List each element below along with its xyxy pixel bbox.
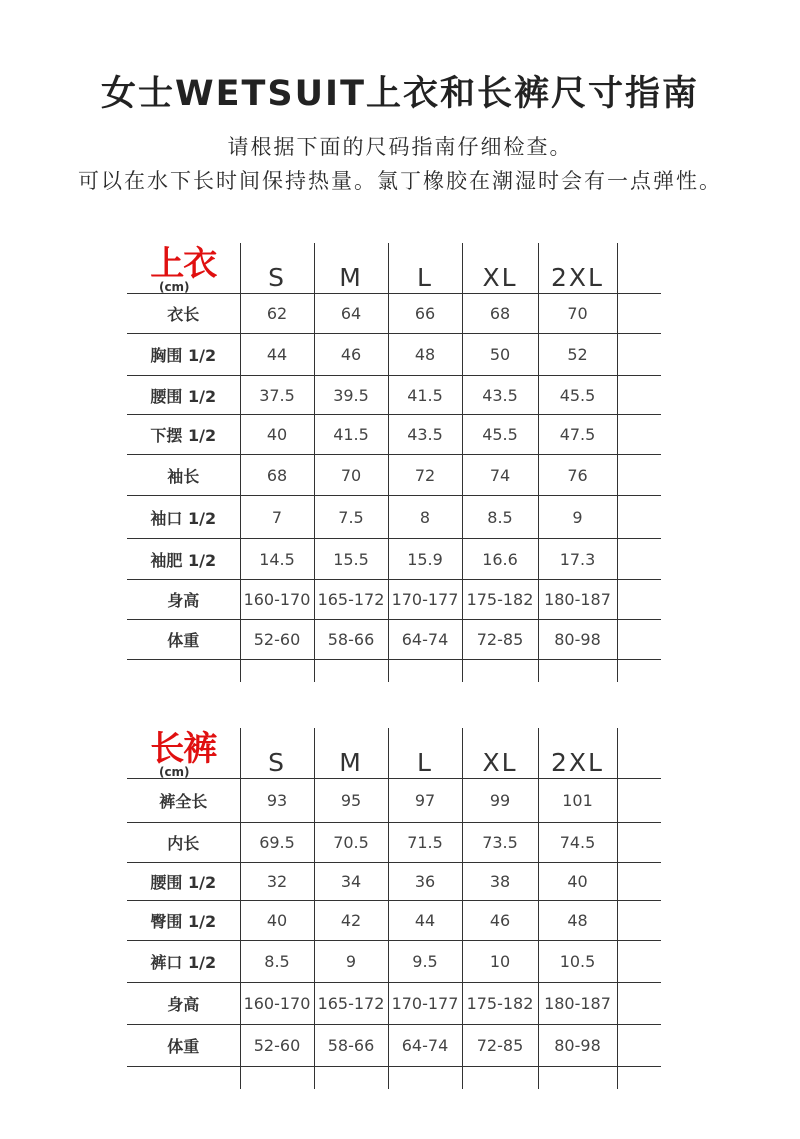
table-cell: 10.5 (538, 941, 617, 983)
row-label: 身高 (127, 983, 240, 1025)
table-row (127, 941, 661, 983)
empty-cell (617, 334, 661, 376)
empty-cell (617, 941, 661, 983)
table-row (127, 376, 661, 415)
table-cell: 160-170 (240, 983, 314, 1025)
table-cell: 52 (538, 334, 617, 376)
table-row (127, 901, 661, 941)
table-cell: 76 (538, 455, 617, 496)
table-cell: 70 (538, 294, 617, 334)
table-cell: 39.5 (314, 376, 388, 415)
size-header: M (314, 728, 388, 779)
table-cell: 74 (462, 455, 538, 496)
table-row (127, 580, 661, 620)
row-label: 袖口 1/2 (127, 496, 240, 539)
size-header: S (240, 243, 314, 294)
table-cell: 9 (314, 941, 388, 983)
blank-row (127, 660, 661, 682)
table-cell: 8.5 (462, 496, 538, 539)
table-cell: 38 (462, 863, 538, 901)
row-label: 臀围 1/2 (127, 901, 240, 941)
table-cell: 47.5 (538, 415, 617, 455)
table-cell: 80-98 (538, 1025, 617, 1067)
table-cell: 175-182 (462, 580, 538, 620)
row-label: 身高 (127, 580, 240, 620)
table-corner-label (127, 243, 240, 294)
table-name: 上衣 (150, 244, 217, 284)
row-label: 体重 (127, 1025, 240, 1067)
size-header: M (314, 243, 388, 294)
empty-cell (617, 660, 661, 682)
table-cell: 52-60 (240, 1025, 314, 1067)
empty-cell (617, 620, 661, 660)
table-cell: 97 (388, 779, 462, 823)
table-cell: 44 (240, 334, 314, 376)
table-row (127, 779, 661, 823)
empty-cell (617, 496, 661, 539)
pants-size-table (127, 728, 661, 1089)
table-cell: 42 (314, 901, 388, 941)
table-cell: 32 (240, 863, 314, 901)
size-header: 2XL (538, 728, 617, 779)
table-cell: 74.5 (538, 823, 617, 863)
row-label: 袖长 (127, 455, 240, 496)
table-cell: 58-66 (314, 1025, 388, 1067)
row-label: 腰围 1/2 (127, 376, 240, 415)
row-label: 腰围 1/2 (127, 863, 240, 901)
size-header: XL (462, 243, 538, 294)
table-cell: 15.5 (314, 539, 388, 580)
empty-cell (617, 243, 661, 294)
table-row (127, 539, 661, 580)
table-cell: 48 (388, 334, 462, 376)
empty-cell (617, 901, 661, 941)
table-cell: 66 (388, 294, 462, 334)
table-cell: 50 (462, 334, 538, 376)
row-label: 胸围 1/2 (127, 334, 240, 376)
empty-cell (617, 779, 661, 823)
table-row (127, 334, 661, 376)
table-cell: 10 (462, 941, 538, 983)
size-header: XL (462, 728, 538, 779)
table-cell: 43.5 (462, 376, 538, 415)
table-row (127, 983, 661, 1025)
table-cell: 37.5 (240, 376, 314, 415)
table-cell: 64 (314, 294, 388, 334)
table-row (127, 455, 661, 496)
table-cell: 9.5 (388, 941, 462, 983)
table-cell: 40 (538, 863, 617, 901)
table-cell: 7.5 (314, 496, 388, 539)
table-cell: 64-74 (388, 620, 462, 660)
table-cell: 8.5 (240, 941, 314, 983)
table-cell: 17.3 (538, 539, 617, 580)
table-cell: 36 (388, 863, 462, 901)
empty-cell (538, 660, 617, 682)
table-cell: 14.5 (240, 539, 314, 580)
subtitle-line-2: 可以在水下长时间保持热量。氯丁橡胶在潮湿时会有一点弹性。 (78, 169, 722, 193)
table-cell: 175-182 (462, 983, 538, 1025)
row-label: 衣长 (127, 294, 240, 334)
table-cell: 170-177 (388, 580, 462, 620)
table-cell: 7 (240, 496, 314, 539)
table-unit: (cm) (158, 765, 190, 779)
size-header: 2XL (538, 243, 617, 294)
table-cell: 46 (314, 334, 388, 376)
size-header: L (388, 728, 462, 779)
table-cell: 9 (538, 496, 617, 539)
empty-cell (617, 294, 661, 334)
empty-cell (617, 455, 661, 496)
table-cell: 15.9 (388, 539, 462, 580)
page-title: 女士WETSUIT上衣和长裤尺寸指南 (101, 74, 699, 114)
table-row (127, 620, 661, 660)
table-cell: 69.5 (240, 823, 314, 863)
subtitle-line-1: 请根据下面的尺码指南仔细检查。 (227, 135, 573, 159)
empty-cell (617, 539, 661, 580)
empty-cell (127, 1067, 240, 1089)
table-cell: 101 (538, 779, 617, 823)
table-cell: 68 (240, 455, 314, 496)
empty-cell (462, 660, 538, 682)
empty-cell (538, 1067, 617, 1089)
blank-row (127, 1067, 661, 1089)
table-row (127, 863, 661, 901)
table-cell: 16.6 (462, 539, 538, 580)
table-cell: 68 (462, 294, 538, 334)
size-header: S (240, 728, 314, 779)
table-cell: 58-66 (314, 620, 388, 660)
empty-cell (617, 823, 661, 863)
table-cell: 45.5 (462, 415, 538, 455)
table-row (127, 496, 661, 539)
empty-cell (240, 1067, 314, 1089)
row-label: 体重 (127, 620, 240, 660)
table-cell: 41.5 (314, 415, 388, 455)
table-row (127, 823, 661, 863)
table-cell: 8 (388, 496, 462, 539)
row-label: 裤全长 (127, 779, 240, 823)
table-cell: 43.5 (388, 415, 462, 455)
empty-cell (240, 660, 314, 682)
table-cell: 165-172 (314, 580, 388, 620)
table-row (127, 415, 661, 455)
row-label: 袖肥 1/2 (127, 539, 240, 580)
table-cell: 93 (240, 779, 314, 823)
table-row (127, 294, 661, 334)
table-cell: 34 (314, 863, 388, 901)
table-cell: 73.5 (462, 823, 538, 863)
empty-cell (617, 580, 661, 620)
table-cell: 170-177 (388, 983, 462, 1025)
table-cell: 41.5 (388, 376, 462, 415)
empty-cell (617, 728, 661, 779)
empty-cell (314, 660, 388, 682)
table-cell: 48 (538, 901, 617, 941)
table-row (127, 1025, 661, 1067)
empty-cell (617, 983, 661, 1025)
size-header: L (388, 243, 462, 294)
table-corner-label (127, 728, 240, 779)
table-cell: 165-172 (314, 983, 388, 1025)
table-cell: 64-74 (388, 1025, 462, 1067)
empty-cell (617, 415, 661, 455)
table-cell: 44 (388, 901, 462, 941)
table-cell: 180-187 (538, 580, 617, 620)
table-cell: 40 (240, 901, 314, 941)
table-cell: 99 (462, 779, 538, 823)
table-cell: 72-85 (462, 620, 538, 660)
table-cell: 46 (462, 901, 538, 941)
table-cell: 40 (240, 415, 314, 455)
table-cell: 160-170 (240, 580, 314, 620)
row-label: 下摆 1/2 (127, 415, 240, 455)
empty-cell (127, 660, 240, 682)
empty-cell (617, 376, 661, 415)
table-cell: 80-98 (538, 620, 617, 660)
empty-cell (314, 1067, 388, 1089)
table-cell: 95 (314, 779, 388, 823)
empty-cell (462, 1067, 538, 1089)
table-cell: 70 (314, 455, 388, 496)
empty-cell (388, 1067, 462, 1089)
table-cell: 70.5 (314, 823, 388, 863)
table-cell: 72 (388, 455, 462, 496)
table-unit: (cm) (158, 280, 190, 294)
table-cell: 180-187 (538, 983, 617, 1025)
empty-cell (617, 863, 661, 901)
table-cell: 72-85 (462, 1025, 538, 1067)
top-size-table (127, 243, 661, 682)
empty-cell (388, 660, 462, 682)
empty-cell (617, 1025, 661, 1067)
table-cell: 52-60 (240, 620, 314, 660)
table-cell: 62 (240, 294, 314, 334)
table-name: 长裤 (150, 729, 217, 769)
row-label: 内长 (127, 823, 240, 863)
table-cell: 45.5 (538, 376, 617, 415)
empty-cell (617, 1067, 661, 1089)
table-cell: 71.5 (388, 823, 462, 863)
row-label: 裤口 1/2 (127, 941, 240, 983)
